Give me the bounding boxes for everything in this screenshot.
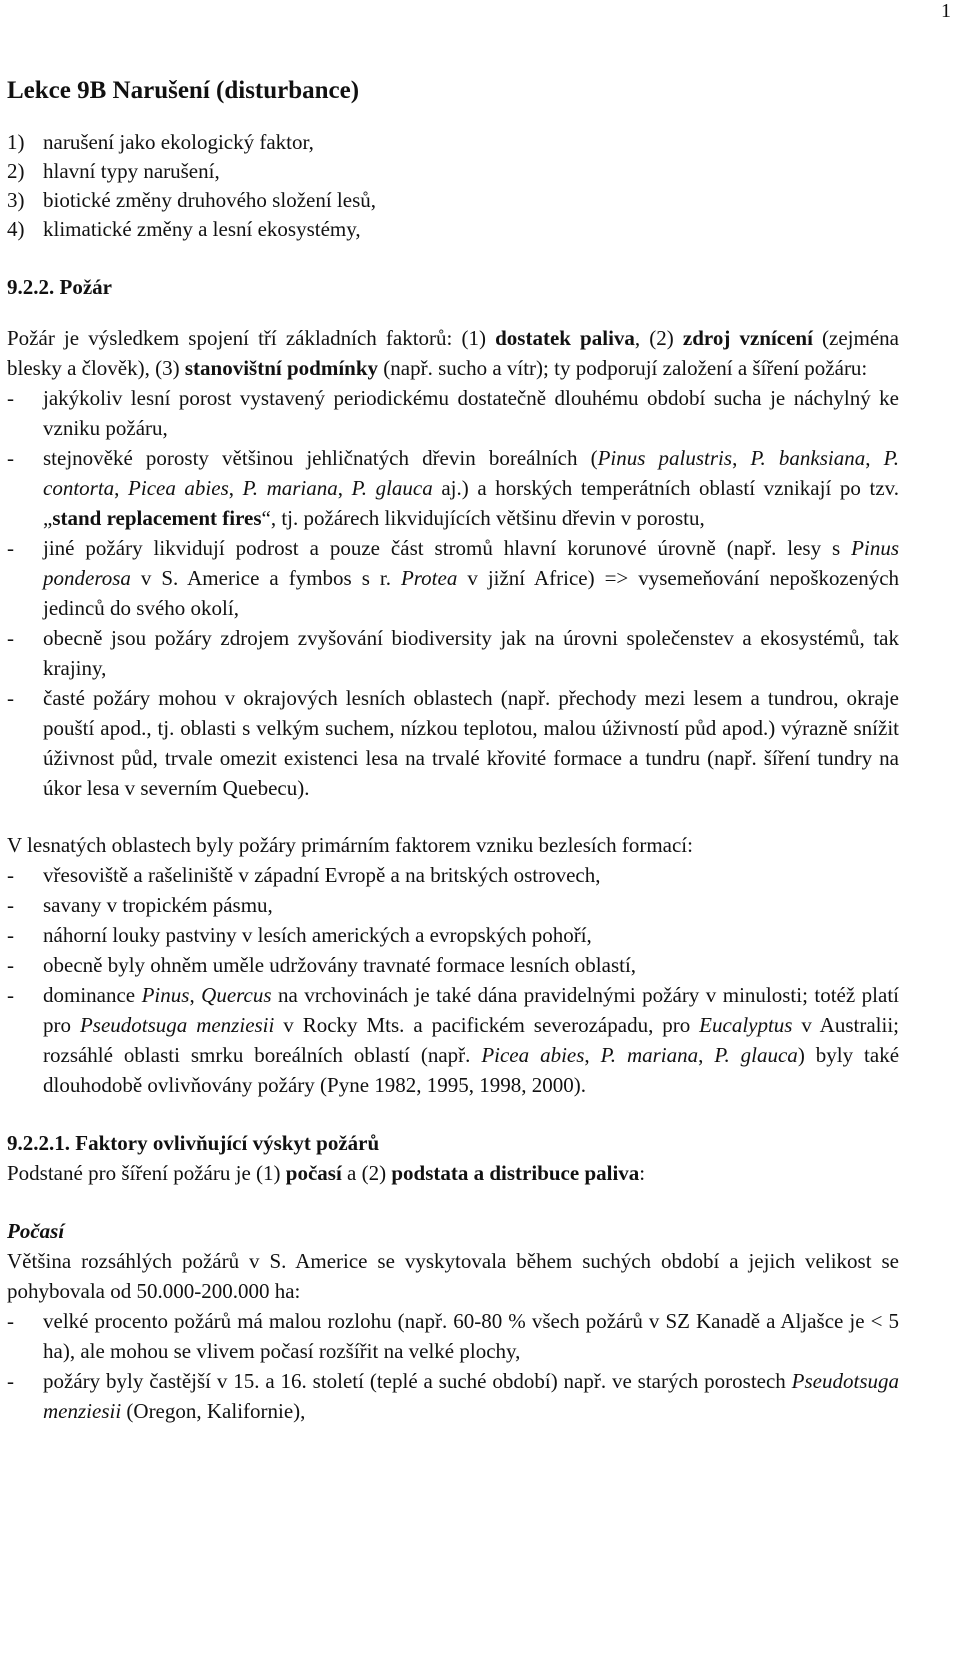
list-item: - časté požáry mohou v okrajových lesních oblastech (např. přechody mezi lesem a tundrou, okraje pouští apod., tj. oblasti s velkým suchem, nízkou teplotou, malou úživností půd apod.) výrazně snížit úživnost půd, trvale omezit existenci lesa na trvalé křovité formace a tundru (např. šíření tundry na úkor lesa v severním Quebecu). xyxy=(7,683,899,803)
list-item: - savany v tropickém pásmu, xyxy=(7,890,899,920)
paragraph: Většina rozsáhlých požárů v S. Americe se vyskytovala během suchých období a jejich velikost se pohybovala od 50.000-200.000 ha: xyxy=(7,1249,899,1303)
list-item: - požáry byly častější v 15. a 16. století (teplé a suché období) např. ve starých porostech Pseudotsuga menziesii (Oregon, Kalifornie), xyxy=(7,1366,899,1426)
treeless-formations-list xyxy=(7,860,899,1100)
weather-heading: Počasí xyxy=(7,1219,65,1243)
page-number: 1 xyxy=(941,0,951,22)
section-intro: Požár je výsledkem spojení tří základních faktorů: (1) dostatek paliva, (2) zdroj vznícení (zejména blesky a člověk), (3) stanovištní podmínky (např. sucho a vítr); ty podporují založení a šíření požáru: xyxy=(7,326,899,380)
list-item: - stejnověké porosty většinou jehličnatých dřevin boreálních (Pinus palustris, P. banksiana, P. contorta, Picea abies, P. mariana, P. glauca aj.) a horských temperátních oblastí vznikají po tzv. „stand replacement fires“, tj. požárech likvidujících většinu dřevin v porostu, xyxy=(7,443,899,533)
list-item: - vřesoviště a rašeliniště v západní Evropě a na britských ostrovech, xyxy=(7,860,899,890)
document-body xyxy=(7,76,899,1426)
outline-item: 4) klimatické změny a lesní ekosystémy, xyxy=(7,217,361,241)
weather-list xyxy=(7,1306,899,1426)
outline-item: 1) narušení jako ekologický faktor, xyxy=(7,130,314,154)
subsection-title: 9.2.2.1. Faktory ovlivňující výskyt požárů xyxy=(7,1131,380,1155)
list-item: - dominance Pinus, Quercus na vrchovinách je také dána pravidelnými požáry v minulosti; totéž platí pro Pseudotsuga menziesii v Rocky Mts. a pacifickém severozápadu, pro Eucalyptus v Australii; rozsáhlé oblasti smrku boreálních oblastí (např. Picea abies, P. mariana, P. glauca) byly také dlouhodobě ovlivňovány požáry (Pyne 1982, 1995, 1998, 2000). xyxy=(7,980,899,1100)
list-item: - obecně jsou požáry zdrojem zvyšování biodiversity jak na úrovni společenstev a ekosystémů, tak krajiny, xyxy=(7,623,899,683)
paragraph: V lesnatých oblastech byly požáry primárním faktorem vzniku bezlesích formací: xyxy=(7,833,693,857)
lesson-title: Lekce 9B Narušení (disturbance) xyxy=(7,77,360,104)
outline-item: 3) biotické změny druhového složení lesů, xyxy=(7,188,376,212)
outline-item: 2) hlavní typy narušení, xyxy=(7,159,220,183)
list-item: - velké procento požárů má malou rozlohu (např. 60-80 % všech požárů v SZ Kanadě a Aljašce je < 5 ha), ale mohou se vlivem počasí rozšířit na velké plochy, xyxy=(7,1306,899,1366)
subsection-intro: Podstané pro šíření požáru je (1) počasí a (2) podstata a distribuce paliva: xyxy=(7,1161,646,1185)
list-item: - jakýkoliv lesní porost vystavený periodickému dostatečně dlouhému období sucha je náchylný ke vzniku požáru, xyxy=(7,383,899,443)
list-item: - náhorní louky pastviny v lesích amerických a evropských pohoří, xyxy=(7,920,899,950)
section-title: 9.2.2. Požár xyxy=(7,275,112,299)
list-item: - jiné požáry likvidují podrost a pouze část stromů hlavní korunové úrovně (např. lesy s Pinus ponderosa v S. Americe a fymbos s r. Protea v jižní Africe) => vysemeňování nepoškozených jedinců do svého okolí, xyxy=(7,533,899,623)
list-item: - obecně byly ohněm uměle udržovány travnaté formace lesních oblastí, xyxy=(7,950,899,980)
fire-factors-list xyxy=(7,383,899,803)
lesson-outline xyxy=(7,128,899,244)
